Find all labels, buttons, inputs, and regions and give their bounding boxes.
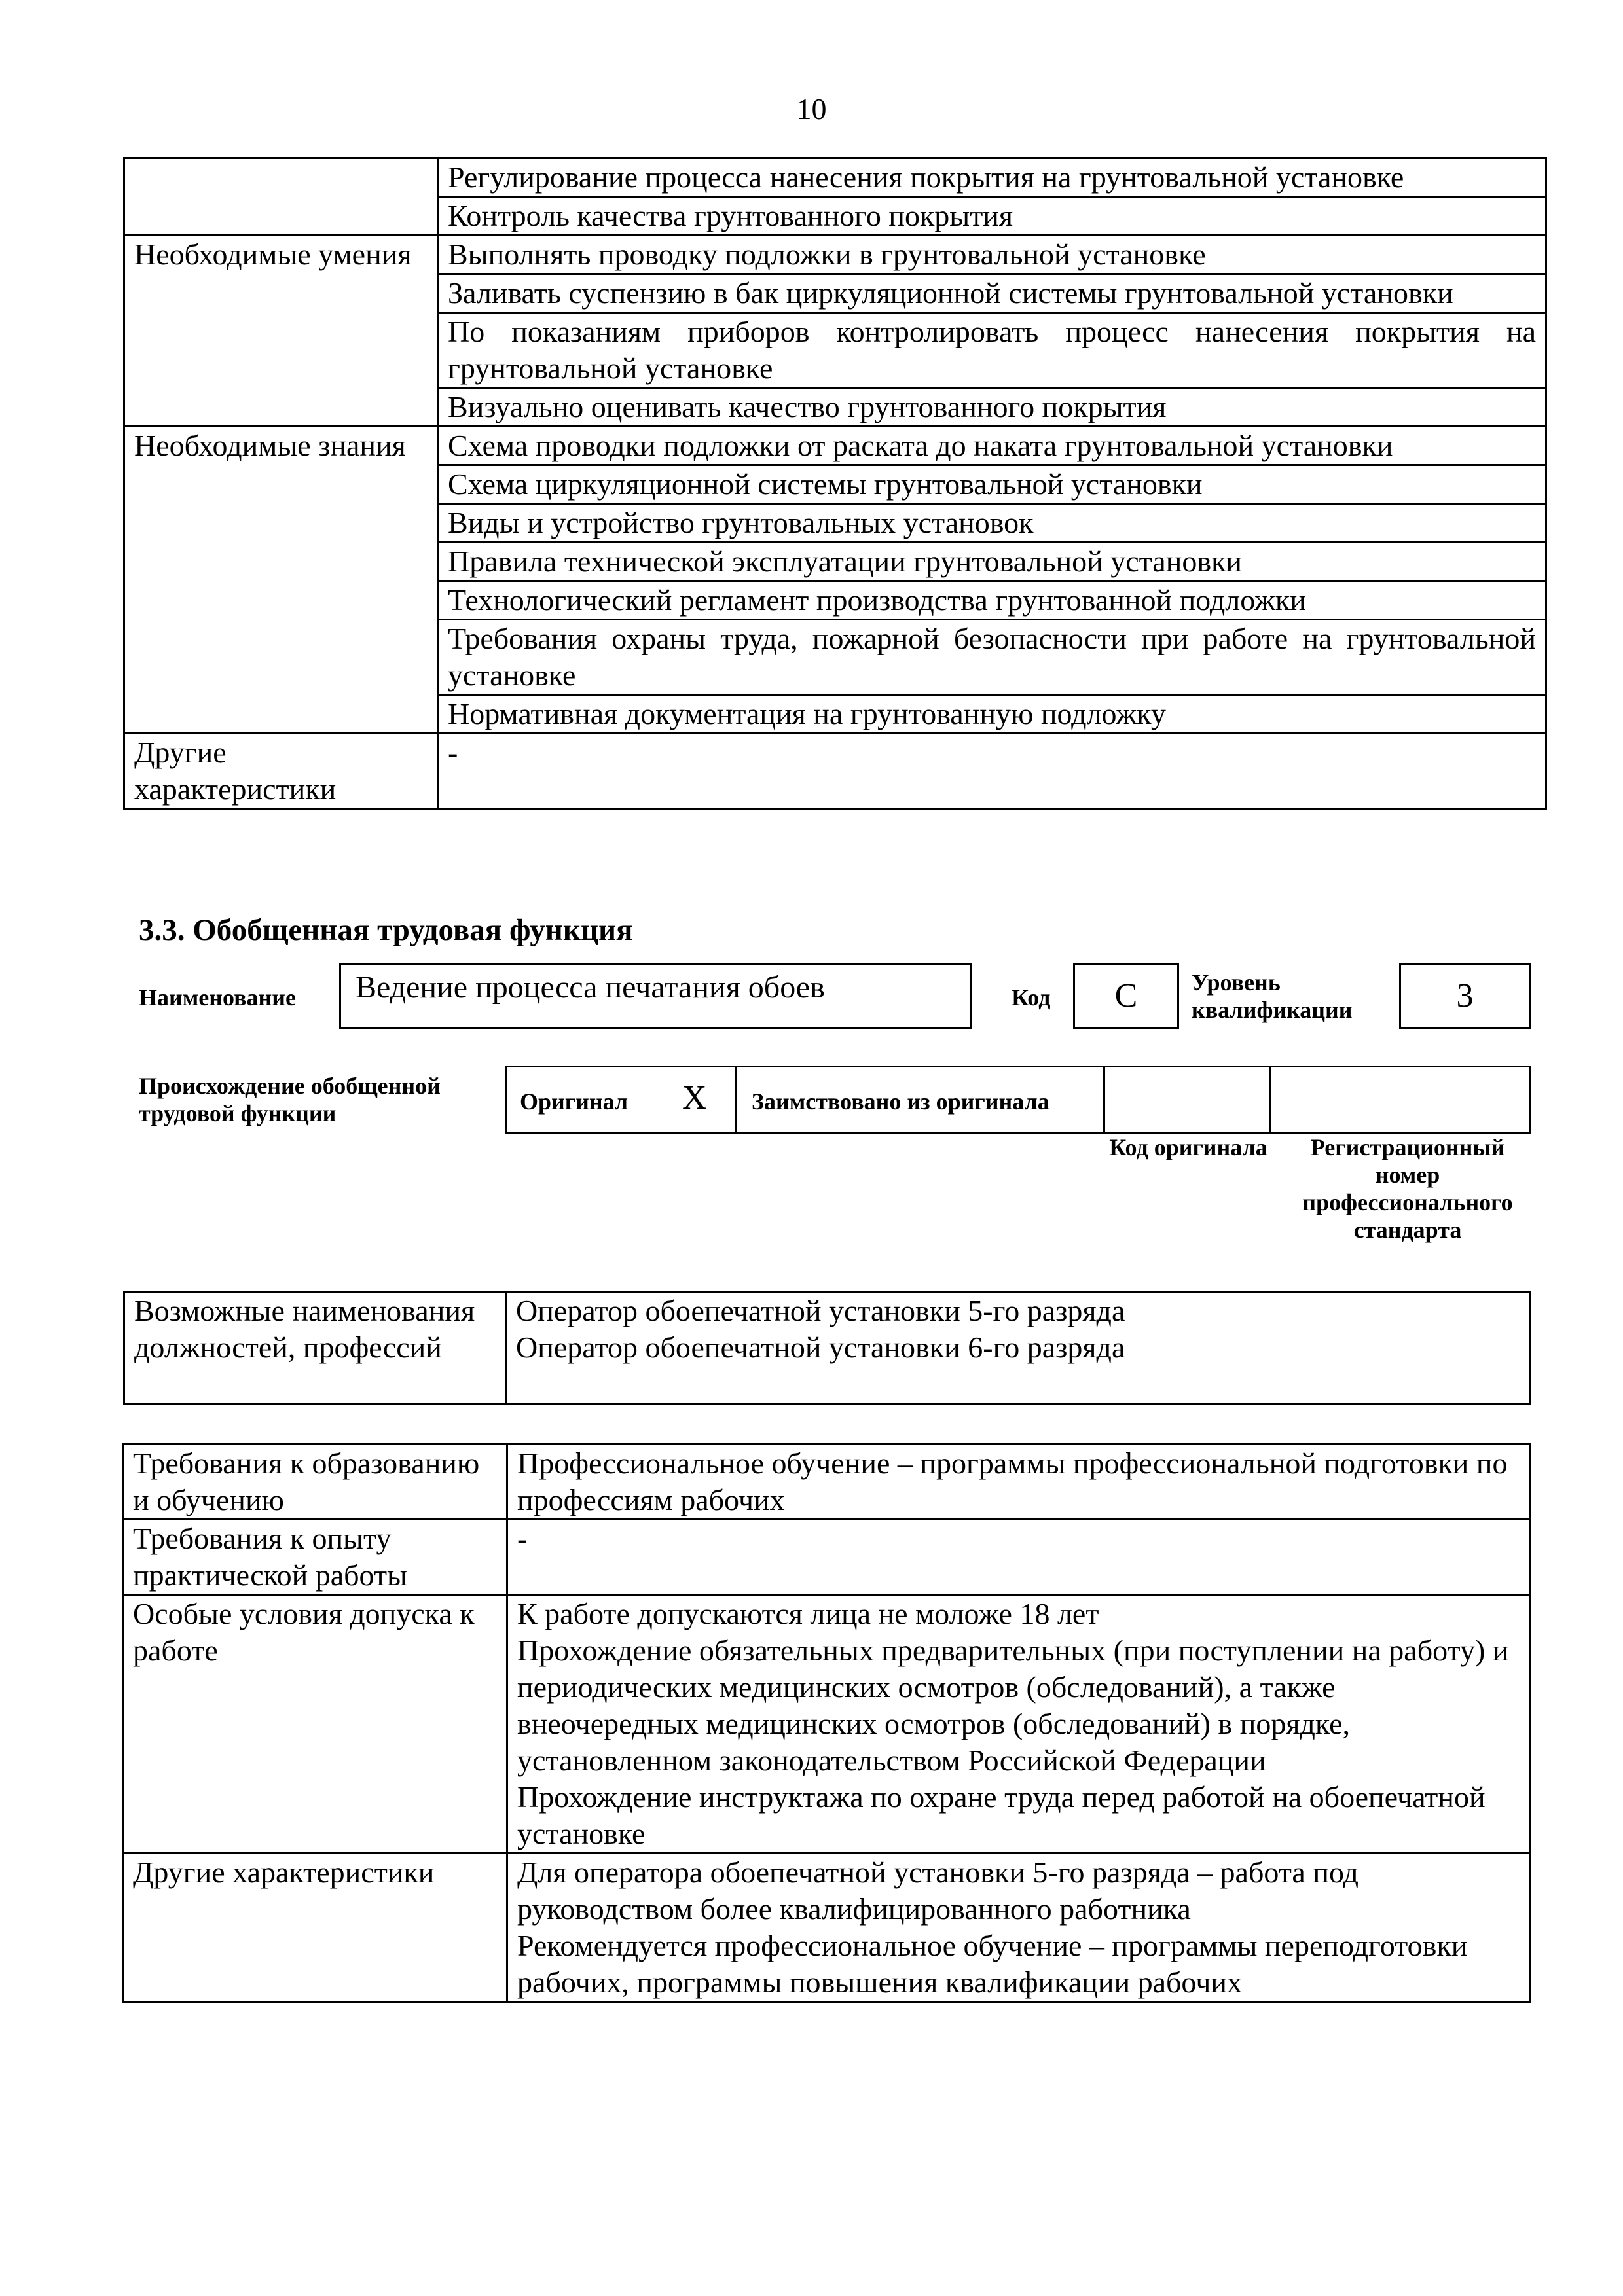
table-cell: Требования охраны труда, пожарной безопасности при работе на грунтовальной установке xyxy=(438,620,1546,695)
table-row xyxy=(124,158,1546,197)
divider xyxy=(1269,1067,1271,1132)
table-cell xyxy=(507,1444,1530,1520)
table-row xyxy=(124,427,1546,465)
name-label: Наименование xyxy=(139,984,296,1011)
row-label: Возможные наименования должностей, профессий xyxy=(124,1292,506,1404)
row-label: Необходимые умения xyxy=(124,236,438,427)
section-heading: 3.3. Обобщенная трудовая функция xyxy=(139,913,633,947)
positions-table xyxy=(123,1291,1531,1405)
row-label xyxy=(124,158,438,236)
requirements-table xyxy=(122,1443,1531,2003)
table-cell: Визуально оценивать качество грунтованного покрытия xyxy=(438,388,1546,427)
cell-line: Профессиональное обучение – программы профессиональной подготовки по профессиям рабочих xyxy=(517,1446,1508,1516)
row-label: Другие характеристики xyxy=(124,734,438,809)
origin-label: Происхождение обобщенной трудовой функции xyxy=(139,1073,441,1126)
cell-line: Для оператора обоепечатной установки 5-го разряда – работа под руководством более квалифицированного работника xyxy=(517,1856,1359,1926)
reg-number-caption: Регистрационный номер профессионального стандарта xyxy=(1302,1134,1513,1243)
table-cell: Правила технической эксплуатации грунтовальной установки xyxy=(438,543,1546,581)
table-row xyxy=(123,1595,1530,1854)
table-cell xyxy=(507,1854,1530,2002)
position-item: Оператор обоепечатной установки 5-го разряда xyxy=(516,1294,1125,1327)
origin-original-mark: X xyxy=(682,1079,707,1117)
row-label: Другие характеристики xyxy=(123,1854,507,2002)
table-cell: Контроль качества грунтованного покрытия xyxy=(438,197,1546,236)
level-label: Уровень квалификации xyxy=(1192,969,1353,1023)
table-cell: Схема проводки подложки от раската до наката грунтовальной установки xyxy=(438,427,1546,465)
cell-line: Рекомендуется профессиональное обучение – программы переподготовки рабочих, программы повышения квалификации рабочих xyxy=(517,1929,1468,1999)
table-cell: Нормативная документация на грунтованную подложку xyxy=(438,695,1546,734)
origin-borrowed-label: Заимствовано из оригинала xyxy=(752,1088,1049,1115)
row-label: Необходимые знания xyxy=(124,427,438,734)
code-label: Код xyxy=(1012,984,1051,1011)
table-row xyxy=(124,734,1546,809)
table-cell: Регулирование процесса нанесения покрытия на грунтовальной установке xyxy=(438,158,1546,197)
position-item: Оператор обоепечатной установки 6-го разряда xyxy=(516,1331,1125,1364)
divider xyxy=(1103,1067,1105,1132)
cell-line: Прохождение инструктажа по охране труда перед работой на обоепечатной установке xyxy=(517,1780,1486,1850)
level-value: 3 xyxy=(1399,963,1531,1029)
divider xyxy=(735,1067,737,1132)
cell-line: К работе допускаются лица не моложе 18 лет xyxy=(517,1597,1099,1630)
table-cell xyxy=(507,1595,1530,1854)
cell-line: - xyxy=(517,1522,528,1555)
table-cell: По показаниям приборов контролировать процесс нанесения покрытия на грунтовальной установке xyxy=(438,313,1546,388)
row-label: Требования к образованию и обучению xyxy=(123,1444,507,1520)
table-cell: - xyxy=(438,734,1546,809)
table-row xyxy=(124,236,1546,274)
skills-knowledge-table xyxy=(123,157,1547,810)
table-cell xyxy=(507,1520,1530,1595)
row-label: Особые условия допуска к работе xyxy=(123,1595,507,1854)
table-cell: Схема циркуляционной системы грунтовальной установки xyxy=(438,465,1546,504)
table-cell: Заливать суспензию в бак циркуляционной системы грунтовальной установки xyxy=(438,274,1546,313)
table-cell: Технологический регламент производства грунтованной подложки xyxy=(438,581,1546,620)
table-cell: Виды и устройство грунтовальных установок xyxy=(438,504,1546,543)
table-row xyxy=(123,1520,1530,1595)
page-number: 10 xyxy=(796,92,827,126)
name-value: Ведение процесса печатания обоев xyxy=(339,963,972,1029)
row-label: Требования к опыту практической работы xyxy=(123,1520,507,1595)
code-original-caption: Код оригинала xyxy=(1109,1134,1267,1160)
table-cell: Выполнять проводку подложки в грунтовальной установке xyxy=(438,236,1546,274)
table-row xyxy=(123,1854,1530,2002)
origin-original-label: Оригинал xyxy=(520,1088,629,1115)
table-row xyxy=(123,1444,1530,1520)
table-cell xyxy=(506,1292,1530,1404)
code-value: C xyxy=(1073,963,1179,1029)
cell-line: Прохождение обязательных предварительных (при поступлении на работу) и периодических медицинских осмотров (обследований), а также внеочередных медицинских осмотров (обследований) в порядке, установленном законодательством Российской Федерации xyxy=(517,1634,1509,1777)
table-row xyxy=(124,1292,1530,1404)
